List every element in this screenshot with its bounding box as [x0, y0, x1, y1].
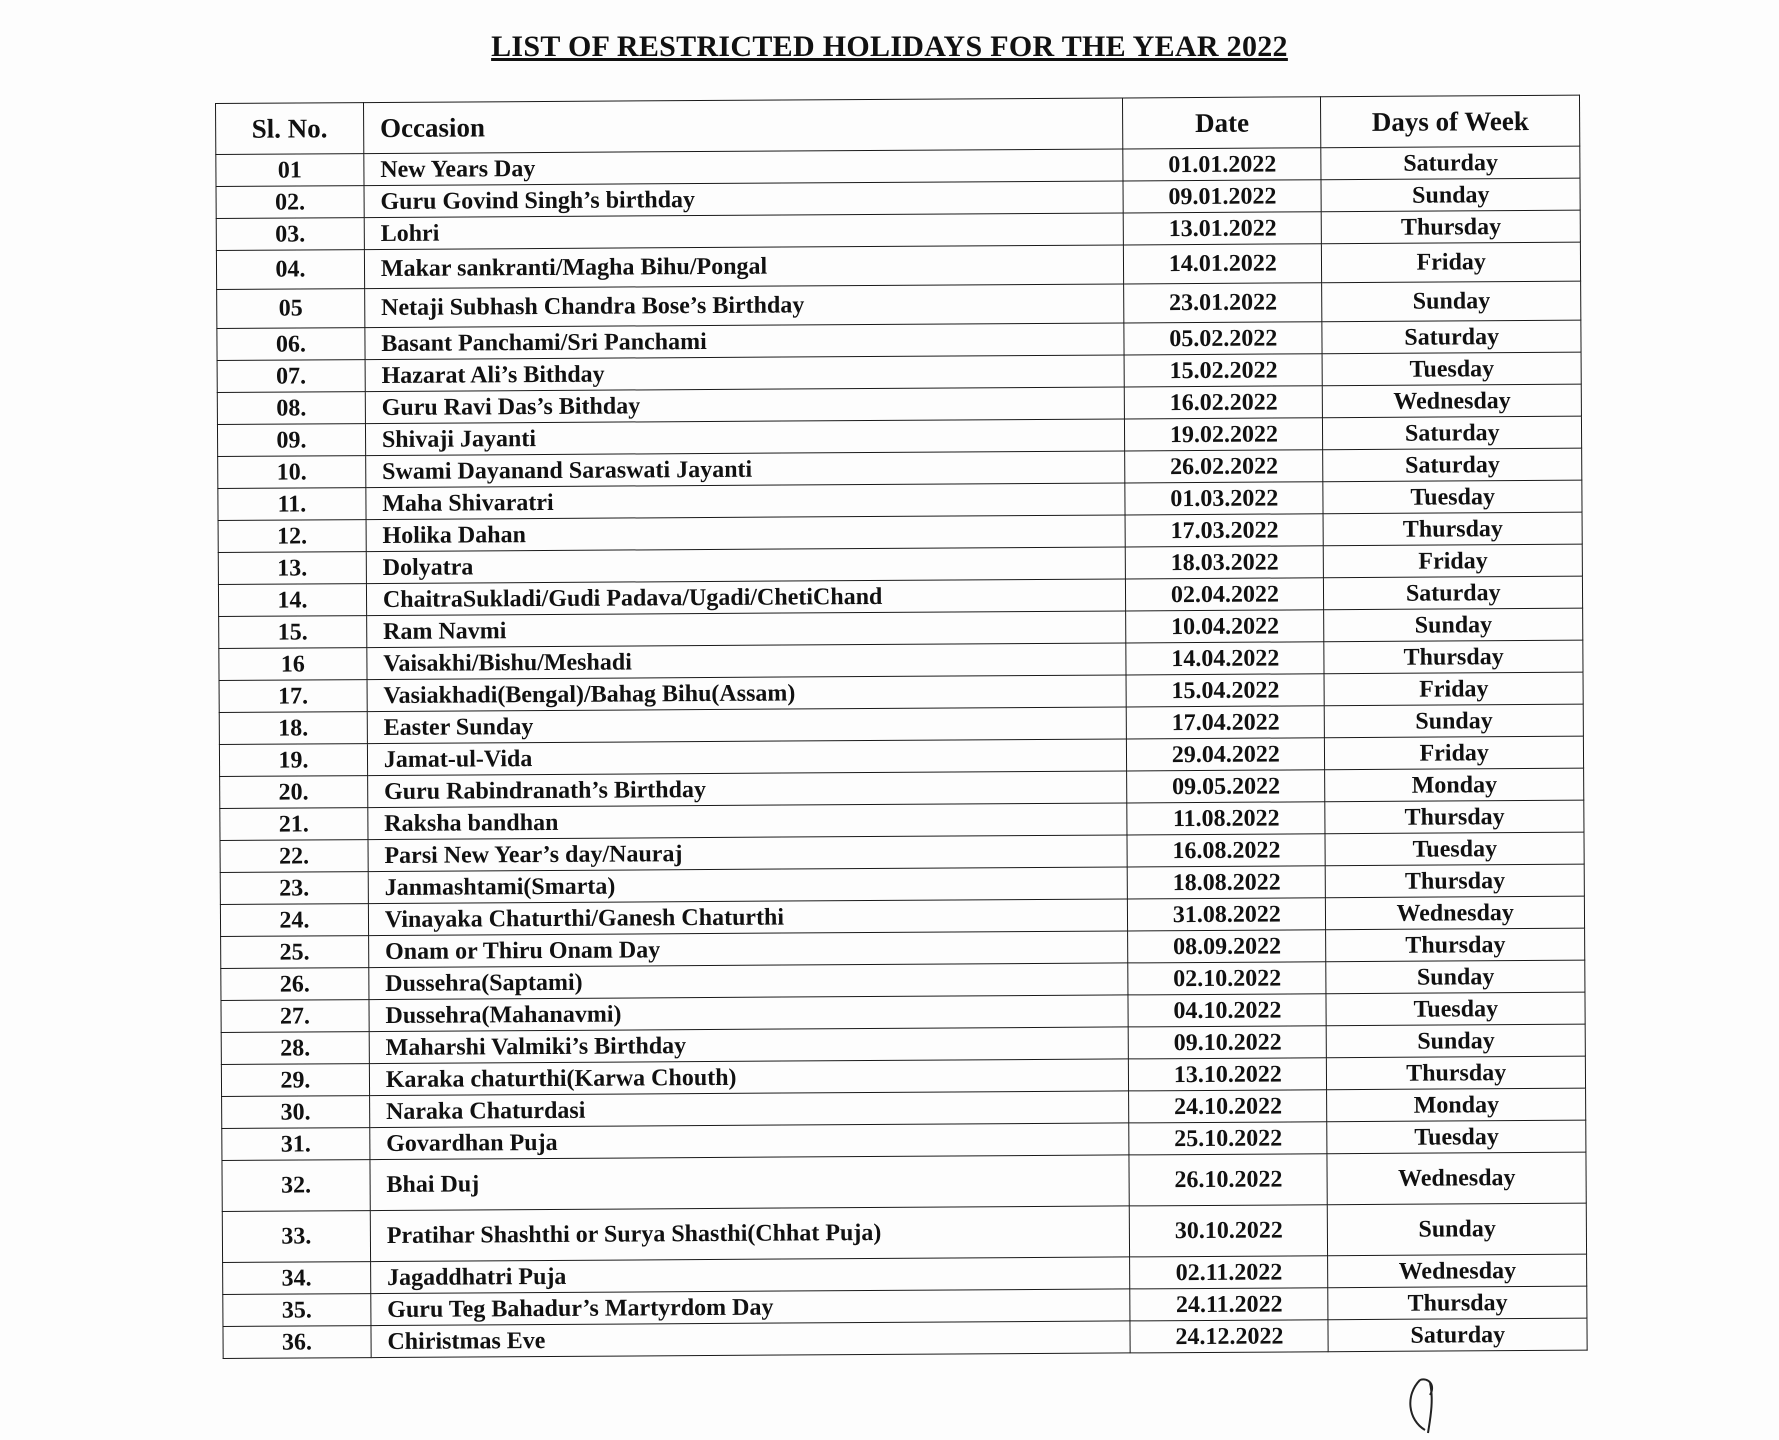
cell-occasion: Maharshi Valmiki’s Birthday [369, 1027, 1129, 1064]
cell-date: 15.02.2022 [1124, 354, 1322, 387]
cell-sl-no: 16 [219, 648, 367, 681]
cell-sl-no: 26. [221, 968, 369, 1001]
cell-day-of-week: Sunday [1322, 281, 1581, 322]
cell-day-of-week: Thursday [1326, 928, 1585, 962]
cell-sl-no: 05 [217, 289, 365, 329]
cell-date: 05.02.2022 [1124, 322, 1322, 355]
cell-date: 14.04.2022 [1126, 642, 1324, 675]
cell-occasion: Govardhan Puja [370, 1123, 1130, 1160]
cell-sl-no: 21. [220, 808, 368, 841]
cell-date: 18.08.2022 [1127, 866, 1325, 899]
cell-sl-no: 04. [216, 250, 364, 290]
cell-occasion: Jamat-ul-Vida [367, 739, 1127, 776]
cell-date: 08.09.2022 [1128, 930, 1326, 963]
cell-sl-no: 02. [216, 186, 364, 219]
cell-sl-no: 09. [217, 424, 365, 457]
cell-day-of-week: Saturday [1324, 576, 1583, 610]
cell-occasion: Netaji Subhash Chandra Bose’s Birthday [364, 284, 1124, 328]
cell-occasion: Vaisakhi/Bishu/Meshadi [367, 643, 1127, 680]
cell-day-of-week: Saturday [1322, 320, 1581, 354]
cell-date: 26.02.2022 [1125, 450, 1323, 483]
cell-day-of-week: Thursday [1327, 1056, 1586, 1090]
cell-occasion: Shivaji Jayanti [365, 419, 1125, 456]
cell-occasion: Vinayaka Chaturthi/Ganesh Chaturthi [368, 899, 1128, 936]
cell-day-of-week: Thursday [1326, 864, 1585, 898]
cell-date: 09.05.2022 [1127, 770, 1325, 803]
cell-date: 14.01.2022 [1124, 244, 1322, 284]
cell-sl-no: 07. [217, 360, 365, 393]
cell-date: 09.10.2022 [1128, 1026, 1326, 1059]
cell-sl-no: 13. [218, 552, 366, 585]
table-row [222, 1203, 1586, 1262]
cell-date: 15.04.2022 [1126, 674, 1324, 707]
cell-date: 19.02.2022 [1125, 418, 1323, 451]
cell-date: 13.10.2022 [1129, 1058, 1327, 1091]
cell-day-of-week: Wednesday [1328, 1254, 1587, 1288]
cell-date: 01.03.2022 [1125, 482, 1323, 515]
cell-sl-no: 08. [217, 392, 365, 425]
cell-date: 02.04.2022 [1126, 578, 1324, 611]
cell-day-of-week: Friday [1322, 242, 1581, 283]
cell-day-of-week: Thursday [1325, 800, 1584, 834]
cell-sl-no: 30. [222, 1096, 370, 1129]
cell-occasion: Parsi New Year’s day/Nauraj [368, 835, 1128, 872]
header-occasion: Occasion [363, 98, 1123, 154]
cell-date: 29.04.2022 [1127, 738, 1325, 771]
cell-occasion: Ram Navmi [366, 611, 1126, 648]
cell-day-of-week: Thursday [1323, 512, 1582, 546]
cell-occasion: Makar sankranti/Magha Bihu/Pongal [364, 245, 1124, 289]
cell-occasion: Guru Rabindranath’s Birthday [367, 771, 1127, 808]
cell-day-of-week: Monday [1325, 768, 1584, 802]
cell-date: 09.01.2022 [1123, 180, 1321, 213]
cell-date: 31.08.2022 [1128, 898, 1326, 931]
cell-occasion: New Years Day [364, 149, 1124, 186]
cell-sl-no: 14. [218, 584, 366, 617]
cell-day-of-week: Sunday [1327, 1024, 1586, 1058]
cell-date: 17.04.2022 [1127, 706, 1325, 739]
cell-day-of-week: Wednesday [1327, 1152, 1586, 1205]
cell-date: 16.08.2022 [1127, 834, 1325, 867]
cell-day-of-week: Sunday [1325, 704, 1584, 738]
cell-occasion: Jagaddhatri Puja [370, 1257, 1130, 1294]
cell-occasion: Basant Panchami/Sri Panchami [365, 323, 1125, 360]
cell-day-of-week: Sunday [1326, 960, 1585, 994]
cell-day-of-week: Tuesday [1327, 1120, 1586, 1154]
cell-sl-no: 20. [220, 776, 368, 809]
cell-occasion: Hazarat Ali’s Bithday [365, 355, 1125, 392]
cell-date: 24.11.2022 [1130, 1288, 1328, 1321]
cell-day-of-week: Saturday [1323, 448, 1582, 482]
cell-date: 24.10.2022 [1129, 1090, 1327, 1123]
cell-day-of-week: Tuesday [1325, 832, 1584, 866]
cell-occasion: Easter Sunday [367, 707, 1127, 744]
cell-day-of-week: Wednesday [1326, 896, 1585, 930]
cell-date: 30.10.2022 [1130, 1205, 1328, 1257]
cell-day-of-week: Saturday [1328, 1318, 1587, 1352]
cell-date: 02.10.2022 [1128, 962, 1326, 995]
header-sl-no: Sl. No. [216, 103, 364, 155]
cell-sl-no: 31. [222, 1128, 370, 1161]
cell-date: 01.01.2022 [1123, 148, 1321, 181]
cell-day-of-week: Wednesday [1323, 384, 1582, 418]
cell-day-of-week: Sunday [1324, 608, 1583, 642]
holiday-table-body [216, 146, 1587, 1358]
handwritten-signature [1400, 1375, 1460, 1435]
cell-sl-no: 29. [221, 1064, 369, 1097]
cell-date: 23.01.2022 [1124, 283, 1322, 323]
cell-day-of-week: Saturday [1321, 146, 1580, 180]
cell-sl-no: 03. [216, 218, 364, 251]
cell-sl-no: 11. [218, 488, 366, 521]
cell-date: 26.10.2022 [1129, 1154, 1327, 1206]
cell-day-of-week: Thursday [1328, 1286, 1587, 1320]
cell-date: 11.08.2022 [1127, 802, 1325, 835]
cell-occasion: Janmashtami(Smarta) [368, 867, 1128, 904]
cell-occasion: Guru Teg Bahadur’s Martyrdom Day [371, 1289, 1131, 1326]
cell-sl-no: 12. [218, 520, 366, 553]
cell-sl-no: 28. [221, 1032, 369, 1065]
cell-date: 02.11.2022 [1130, 1256, 1328, 1289]
cell-occasion: Karaka chaturthi(Karwa Chouth) [369, 1059, 1129, 1096]
cell-day-of-week: Friday [1325, 736, 1584, 770]
cell-date: 24.12.2022 [1130, 1320, 1328, 1353]
cell-day-of-week: Saturday [1323, 416, 1582, 450]
cell-occasion: Holika Dahan [366, 515, 1126, 552]
header-date: Date [1123, 97, 1321, 149]
cell-occasion: Guru Govind Singh’s birthday [364, 181, 1124, 218]
cell-sl-no: 25. [221, 936, 369, 969]
cell-occasion: Vasiakhadi(Bengal)/Bahag Bihu(Assam) [367, 675, 1127, 712]
cell-sl-no: 01 [216, 154, 364, 187]
cell-sl-no: 15. [219, 616, 367, 649]
cell-occasion: ChaitraSukladi/Gudi Padava/Ugadi/ChetiChand [366, 579, 1126, 616]
cell-sl-no: 19. [219, 744, 367, 777]
cell-sl-no: 22. [220, 840, 368, 873]
cell-day-of-week: Thursday [1324, 640, 1583, 674]
cell-day-of-week: Monday [1327, 1088, 1586, 1122]
cell-day-of-week: Tuesday [1323, 352, 1582, 386]
cell-day-of-week: Friday [1324, 672, 1583, 706]
table-row [222, 1152, 1586, 1211]
cell-sl-no: 17. [219, 680, 367, 713]
cell-occasion: Lohri [364, 213, 1124, 250]
cell-occasion: Dussehra(Saptami) [369, 963, 1129, 1000]
cell-occasion: Dussehra(Mahanavmi) [369, 995, 1129, 1032]
cell-occasion: Onam or Thiru Onam Day [368, 931, 1128, 968]
cell-sl-no: 27. [221, 1000, 369, 1033]
cell-date: 25.10.2022 [1129, 1122, 1327, 1155]
cell-sl-no: 32. [222, 1160, 370, 1212]
cell-date: 16.02.2022 [1125, 386, 1323, 419]
cell-sl-no: 10. [218, 456, 366, 489]
header-day-of-week: Days of Week [1321, 95, 1580, 148]
cell-date: 18.03.2022 [1126, 546, 1324, 579]
cell-occasion: Dolyatra [366, 547, 1126, 584]
cell-sl-no: 33. [222, 1211, 370, 1263]
cell-day-of-week: Tuesday [1326, 992, 1585, 1026]
cell-date: 10.04.2022 [1126, 610, 1324, 643]
cell-date: 17.03.2022 [1125, 514, 1323, 547]
cell-occasion: Raksha bandhan [368, 803, 1128, 840]
cell-occasion: Chiristmas Eve [371, 1321, 1131, 1358]
cell-sl-no: 35. [223, 1294, 371, 1327]
cell-occasion: Guru Ravi Das’s Bithday [365, 387, 1125, 424]
cell-sl-no: 36. [223, 1326, 371, 1359]
cell-day-of-week: Tuesday [1323, 480, 1582, 514]
cell-sl-no: 23. [220, 872, 368, 905]
cell-sl-no: 24. [220, 904, 368, 937]
cell-occasion: Naraka Chaturdasi [369, 1091, 1129, 1128]
cell-occasion: Bhai Duj [370, 1155, 1130, 1211]
cell-occasion: Pratihar Shashthi or Surya Shasthi(Chhat Puja) [370, 1206, 1130, 1262]
cell-occasion: Maha Shivaratri [366, 483, 1126, 520]
cell-day-of-week: Sunday [1321, 178, 1580, 212]
cell-day-of-week: Sunday [1328, 1203, 1587, 1256]
header-row [216, 95, 1580, 154]
cell-day-of-week: Thursday [1322, 210, 1581, 244]
cell-occasion: Swami Dayanand Saraswati Jayanti [366, 451, 1126, 488]
cell-date: 13.01.2022 [1124, 212, 1322, 245]
cell-date: 04.10.2022 [1128, 994, 1326, 1027]
page-title: LIST OF RESTRICTED HOLIDAYS FOR THE YEAR 2022 [491, 30, 1288, 63]
cell-sl-no: 34. [223, 1262, 371, 1295]
cell-day-of-week: Friday [1324, 544, 1583, 578]
cell-sl-no: 18. [219, 712, 367, 745]
holiday-table [215, 95, 1588, 1359]
cell-sl-no: 06. [217, 328, 365, 361]
